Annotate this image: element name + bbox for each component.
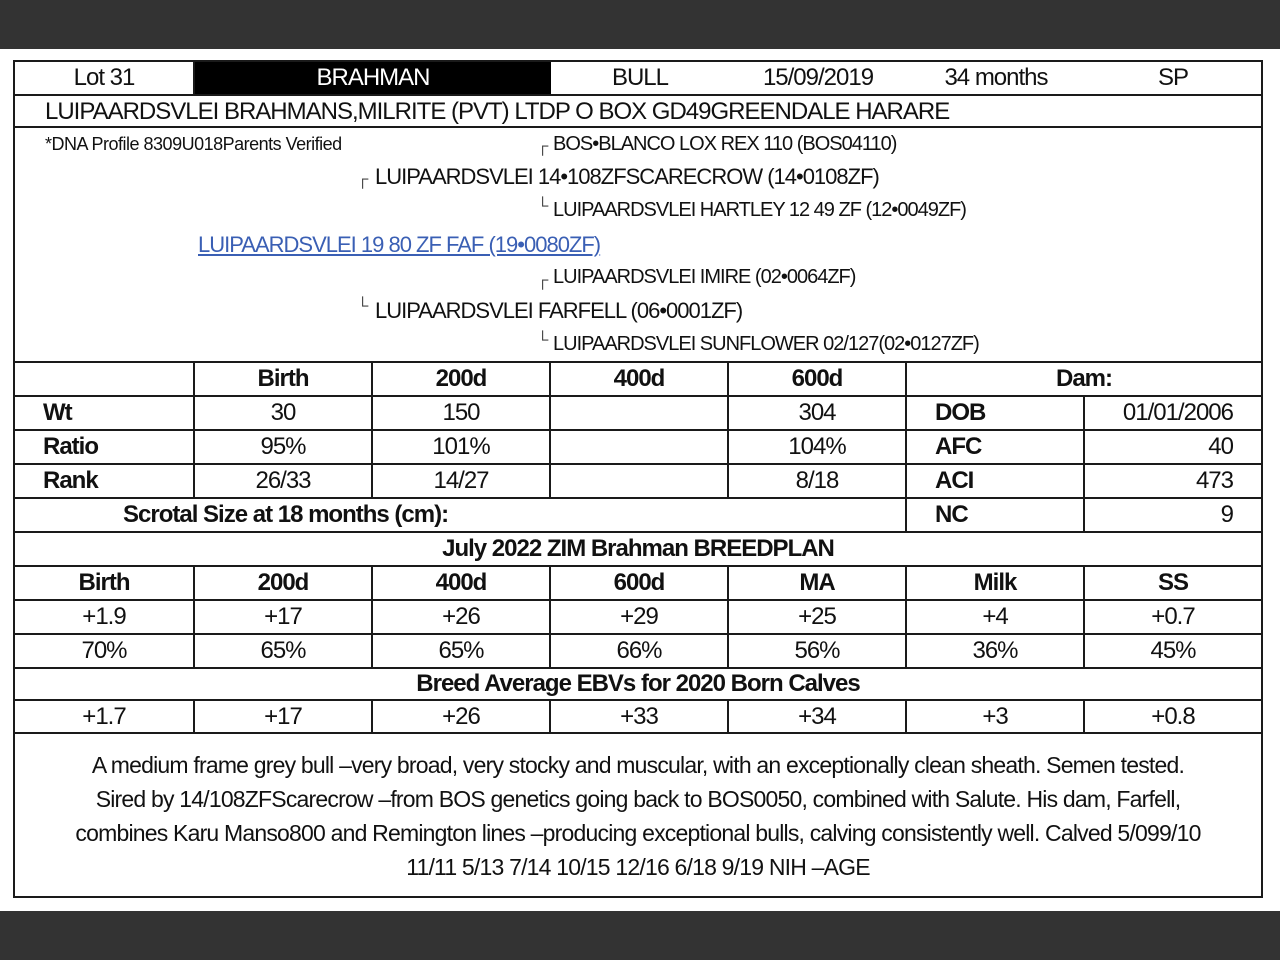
ebv-value: +4 bbox=[905, 601, 1083, 633]
ebv-accuracy: 36% bbox=[905, 635, 1083, 667]
dam-value: 01/01/2006 bbox=[1083, 397, 1261, 429]
breed-average-value: +17 bbox=[193, 701, 371, 733]
perf-row-label: Wt bbox=[43, 399, 72, 426]
owner-row bbox=[15, 94, 1261, 128]
perf-cell: 150 bbox=[371, 397, 549, 429]
dam: LUIPAARDSVLEI FARFELL (06•0001ZF) bbox=[375, 298, 743, 323]
sale-lot-card bbox=[13, 60, 1263, 898]
perf-col-header: 600d bbox=[727, 363, 905, 395]
ebv-accuracy-row bbox=[15, 633, 1261, 667]
bracket-bottom-icon: └ bbox=[537, 332, 549, 349]
breed-average-title-row bbox=[15, 667, 1261, 699]
sire: LUIPAARDSVLEI 14•108ZFSCARECROW (14•0108ZF) bbox=[375, 164, 879, 189]
ebv-accuracy: 45% bbox=[1083, 635, 1261, 667]
breed-average-value: +0.8 bbox=[1083, 701, 1261, 733]
scrotal-row bbox=[15, 497, 1261, 531]
dam-value: 9 bbox=[1083, 499, 1261, 531]
code-label: SP bbox=[1157, 64, 1188, 91]
dam-value: 40 bbox=[1083, 431, 1261, 463]
ebv-value: +17 bbox=[193, 601, 371, 633]
ebv-value: +0.7 bbox=[1083, 601, 1261, 633]
perf-header-row bbox=[15, 361, 1261, 395]
owner-address: LUIPAARDSVLEI BRAHMANS,MILRITE (PVT) LTDP O BOX GD49GREENDALE HARARE bbox=[45, 98, 950, 125]
breedplan-title-row bbox=[15, 531, 1261, 565]
dam-key: AFC bbox=[905, 431, 1083, 463]
bracket-top-icon: ┌ bbox=[537, 138, 549, 155]
dam-key: NC bbox=[905, 499, 1083, 531]
sire-dam: LUIPAARDSVLEI HARTLEY 12 49 ZF (12•0049ZF) bbox=[553, 199, 966, 221]
perf-cell: 8/18 bbox=[727, 465, 905, 497]
perf-cell: 95% bbox=[193, 431, 371, 463]
perf-cell: 304 bbox=[727, 397, 905, 429]
ebv-value: +26 bbox=[371, 601, 549, 633]
perf-row-ratio bbox=[15, 429, 1261, 463]
description-line: Sired by 14/108ZFScarecrow –from BOS genetics going back to BOS0050, combined with Salute. His dam, Farfell, bbox=[95, 786, 1181, 812]
lot-description bbox=[15, 732, 1261, 896]
perf-cell bbox=[549, 397, 727, 429]
pedigree-section bbox=[15, 126, 1261, 362]
perf-cell: 30 bbox=[193, 397, 371, 429]
birth-date: 15/09/2019 bbox=[762, 64, 874, 91]
perf-cell: 104% bbox=[727, 431, 905, 463]
ebv-col-header: 400d bbox=[371, 567, 549, 599]
ebv-accuracy: 56% bbox=[727, 635, 905, 667]
dna-note: *DNA Profile 8309U018Parents Verified bbox=[45, 134, 342, 154]
breed-average-value: +33 bbox=[549, 701, 727, 733]
description-line: A medium frame grey bull –very broad, very stocky and muscular, with an exceptionally clean sheath. Semen tested. bbox=[91, 752, 1185, 778]
sire-sire: BOS•BLANCO LOX REX 110 (BOS04110) bbox=[553, 133, 897, 155]
perf-row-wt bbox=[15, 395, 1261, 429]
bracket-top-icon: ┌ bbox=[537, 272, 549, 289]
ebv-col-header: Birth bbox=[78, 569, 130, 596]
breed-average-value: +26 bbox=[371, 701, 549, 733]
perf-row-label: Rank bbox=[43, 467, 98, 494]
perf-cell bbox=[549, 465, 727, 497]
bracket-top-icon: ┌ bbox=[357, 171, 369, 188]
breed-average-value: +3 bbox=[905, 701, 1083, 733]
perf-cell: 101% bbox=[371, 431, 549, 463]
lot-number: Lot 31 bbox=[73, 64, 135, 91]
perf-cell bbox=[549, 431, 727, 463]
breed-average-row bbox=[15, 699, 1261, 733]
dam-dam: LUIPAARDSVLEI SUNFLOWER 02/127(02•0127ZF) bbox=[553, 333, 979, 355]
breedplan-title: July 2022 ZIM Brahman BREEDPLAN bbox=[442, 535, 834, 562]
ebv-value-row bbox=[15, 599, 1261, 633]
top-letterbox-bar bbox=[0, 0, 1280, 49]
perf-col-header: 400d bbox=[549, 363, 727, 395]
perf-row-label: Ratio bbox=[43, 433, 98, 460]
ebv-col-header: SS bbox=[1083, 567, 1261, 599]
ebv-header-row bbox=[15, 565, 1261, 599]
ebv-col-header: Milk bbox=[905, 567, 1083, 599]
ebv-col-header: MA bbox=[727, 567, 905, 599]
perf-cell: 14/27 bbox=[371, 465, 549, 497]
dam-sire: LUIPAARDSVLEI IMIRE (02•0064ZF) bbox=[553, 266, 856, 288]
description-line: combines Karu Manso800 and Remington lines –producing exceptional bulls, calving consistently well. Calved 5/099/10 bbox=[75, 820, 1201, 846]
perf-col-header: 200d bbox=[371, 363, 549, 395]
breed-average-value: +1.7 bbox=[82, 703, 126, 730]
sex-label: BULL bbox=[611, 64, 669, 91]
ebv-col-header: 200d bbox=[193, 567, 371, 599]
bracket-bottom-icon: └ bbox=[537, 198, 549, 215]
lot-header-row bbox=[15, 62, 1261, 94]
ebv-accuracy: 70% bbox=[81, 637, 127, 664]
ebv-accuracy: 65% bbox=[371, 635, 549, 667]
ebv-value: +1.9 bbox=[82, 603, 126, 630]
scrotal-label: Scrotal Size at 18 months (cm): bbox=[123, 501, 449, 528]
breed-average-title: Breed Average EBVs for 2020 Born Calves bbox=[416, 670, 860, 697]
ebv-accuracy: 66% bbox=[549, 635, 727, 667]
description-line: 11/11 5/13 7/14 10/15 12/16 6/18 9/19 NIH –AGE bbox=[406, 854, 870, 880]
ebv-value: +29 bbox=[549, 601, 727, 633]
bracket-bottom-icon: └ bbox=[357, 298, 369, 315]
bottom-letterbox-bar bbox=[0, 911, 1280, 960]
perf-cell: 26/33 bbox=[193, 465, 371, 497]
dam-value: 473 bbox=[1083, 465, 1261, 497]
animal-name-link[interactable]: LUIPAARDSVLEI 19 80 ZF FAF (19•0080ZF) bbox=[198, 232, 601, 257]
ebv-accuracy: 65% bbox=[193, 635, 371, 667]
age-label: 34 months bbox=[944, 64, 1048, 91]
ebv-col-header: 600d bbox=[549, 567, 727, 599]
ebv-value: +25 bbox=[727, 601, 905, 633]
perf-col-header: Birth bbox=[193, 363, 371, 395]
perf-row-rank bbox=[15, 463, 1261, 497]
dam-header: Dam: bbox=[905, 363, 1261, 395]
perf-corner bbox=[15, 363, 193, 395]
breed-average-value: +34 bbox=[727, 701, 905, 733]
dam-key: DOB bbox=[905, 397, 1083, 429]
dam-key: ACI bbox=[905, 465, 1083, 497]
breed-label: BRAHMAN bbox=[193, 62, 551, 94]
